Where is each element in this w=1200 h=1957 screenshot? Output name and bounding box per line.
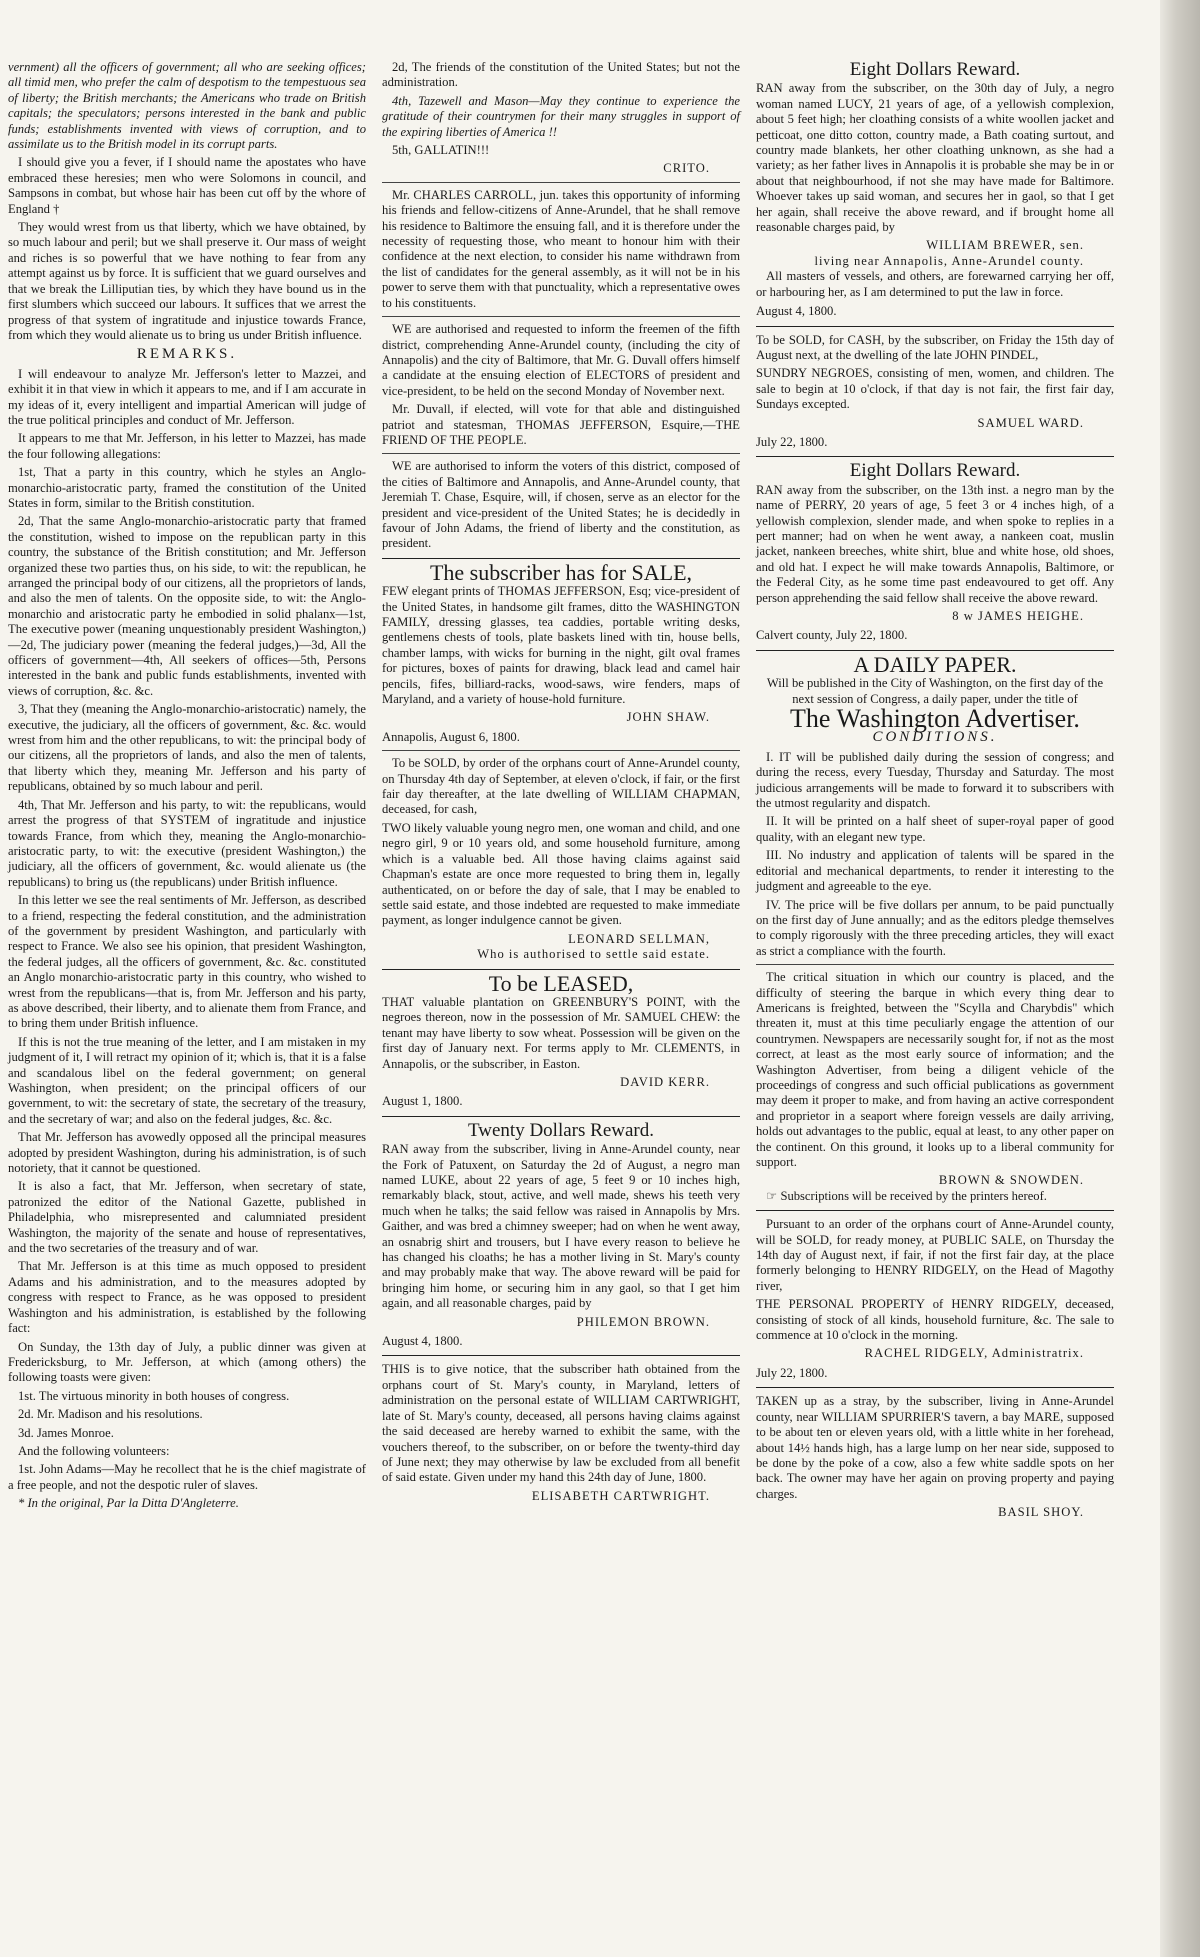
- date-line: August 1, 1800.: [382, 1094, 463, 1109]
- signature: WILLIAM BREWER, sen.: [926, 238, 1084, 253]
- ad-heading: Eight Dollars Reward.: [849, 460, 1021, 482]
- paragraph: If this is not the true meaning of the letter, and I am mistaken in my judgment of it, I will retract my opinion of it; which is, that it is a false and scandalous libel on the federal government; on general Washington, when president; on the principal officers of our government, to wit: the secretary of state, the secretary of the treasury, and the secretary of war; and also on the federal judges, &c. &c.: [8, 1034, 366, 1126]
- column-left: [8, 60, 366, 1937]
- paragraph: It is also a fact, that Mr. Jefferson, when secretary of state, patronized the editor of the National Gazette, published in Philadelphia, who misrepresented and calumniated president Washington, the majority of the senate and house of representatives, and the two secretaries of the treasury and of war.: [8, 1179, 366, 1256]
- toast: 1st. The virtuous minority in both houses of congress.: [18, 1388, 290, 1403]
- toast: 1st. John Adams—May he recollect that he is the chief magistrate of a free people, and not the despotic ruler of slaves.: [8, 1462, 366, 1492]
- ad-body: THAT valuable plantation on GREENBURY'S POINT, with the negroes thereon, now in the possession of Mr. SAMUEL CHEW: the tenant may have liberty to sow wheat. Possession will be given on the first day of January next. For terms apply to Mr. CLEMENTS, in Annapolis, or the subscriber, in Easton.: [382, 994, 740, 1071]
- condition: III. No industry and application of talents will be spared in the editorial and mechanical departments, to render it interesting to the judgment and agreeable to the eye.: [756, 848, 1114, 894]
- notice-duvall: WE are authorised and requested to inform the freemen of the fifth district, comprehending Anne-Arundel county, (including the city of Annapolis) and the city of Baltimore, that Mr. G. Duvall offers himself a candidate at the ensuing election of ELECTORS of president and vice-president, to be held on the second Monday of November next.: [382, 322, 740, 398]
- notice-duvall-2: Mr. Duvall, if elected, will vote for that able and distinguished patriot and statesman, THOMAS JEFFERSON, Esquire,—THE FRIEND OF THE PEOPLE.: [382, 402, 740, 447]
- footnote: * In the original, Par la Ditta D'Angleterre.: [18, 1496, 239, 1511]
- signature: 8 w JAMES HEIGHE.: [952, 609, 1084, 623]
- divider: [756, 326, 1114, 327]
- divider: [382, 182, 740, 183]
- paragraph: 3, That they (meaning the Anglo-monarchio-aristocratic) namely, the executive, the judiciary, all the officers of government, &c. &c. would wrest from him and the other republicans, to wit: the principal body of our citizens, all the proprietors of lands, and also the men of talents, that liberty which they, meaning Mr. Jefferson and his party of republicans, obtained by so much labour and peril.: [8, 702, 366, 794]
- divider: [756, 650, 1114, 651]
- condition: II. It will be printed on a half sheet of super-royal paper of good quality, with an elegant new type.: [756, 814, 1114, 844]
- ad-note: ☞ Subscriptions will be received by the printers hereof.: [766, 1188, 1047, 1203]
- paragraph: I should give you a fever, if I should name the apostates who have embraced these heresies; men who were Solomons in council, and Sampsons in combat, but whose hair has been cut off by the whore of England †: [8, 155, 366, 216]
- ad-body: RAN away from the subscriber, on the 13th inst. a negro man by the name of PERRY, 20 years of age, 5 feet 3 or 4 inches high, of a yellowish complexion, slender made, and when spoke to replies in a pert manner; had on when he went away, a nankeen coat, muslin jacket, nankeen breeches, white shirt, blue and white hose, old shoes, and old hat. I expect he will make towards Annapolis, Baltimore, or the Federal City, as he some time past endeavoured to get off. Any person apprehending the said fellow shall receive the above reward.: [756, 482, 1114, 605]
- date-line: Calvert county, July 22, 1800.: [756, 628, 908, 643]
- ad-heading: To be LEASED,: [488, 970, 634, 996]
- ad-body: Will be published in the City of Washington, on the first day of the next session of Congress, a daily paper, under the title of: [766, 676, 1104, 706]
- ad-body: RAN away from the subscriber, living in Anne-Arundel county, near the Fork of Patuxent, on Saturday the 2d of August, a negro man named LUKE, about 22 years of age, 5 feet 9 or 10 inches high, remarkably black, stout, active, and well made, shews his teeth very much when he talks; the said fellow was raised in Annapolis by Mrs. Gaither, and was bred a chimney sweeper; had on when he went away, an osnabrig shirt and trousers, but I have every reason to believe he has changed his cloaths; he has a mother living in St. Mary's county and may probably make that way. The above reward will be paid for bringing him home, or securing him in any gaol, so that I get him again, and all reasonable charges, paid by: [382, 1142, 740, 1311]
- signature: BASIL SHOY.: [998, 1505, 1084, 1520]
- paragraph: They would wrest from us that liberty, which we have obtained, by so much labour and peril; but we shall preserve it. Our mass of weight and riches is so powerful that we have nothing to fear from any attempt against us by force. It is sufficient that we guard ourselves and that we break the Lilliputian ties, by which they have bound us in the first slumbers which succeed our labours. It suffices that we arrest the progress of that system of ingratitude and injustice towards France, from which they would alienate us to bring us under British influence.: [8, 220, 366, 342]
- toast: 2d, The friends of the constitution of the United States; but not the administration.: [382, 60, 740, 90]
- paragraph: It appears to me that Mr. Jefferson, in his letter to Mazzei, has made the four following allegations:: [8, 431, 366, 461]
- signature: LEONARD SELLMAN,: [568, 931, 710, 946]
- divider: [382, 750, 740, 751]
- signature: CRITO.: [663, 161, 710, 176]
- paragraph: That Mr. Jefferson has avowedly opposed all the principal measures adopted by president Washington, during his administration, is of such notoriety, that it cannot be questioned.: [8, 1130, 366, 1176]
- paragraph: In this letter we see the real sentiments of Mr. Jefferson, as described to a friend, respecting the federal constitution, and the administration of the government by president Washington, and particularly with respect to France. We also see his opinion, that president Washington, the federal judges, all the officers of government, &c. &c. constituted an Anglo monarchio-aristocratic party in this country, who wished to wrest from the republicans—that is, from Mr. Jefferson and his party, as above described, their liberty, and to alienate them from France, and to bring them under British influence.: [8, 893, 366, 1031]
- signature-note: Who is authorised to settle said estate.: [477, 947, 710, 962]
- paragraph: 4th, That Mr. Jefferson and his party, to wit: the republicans, would arrest the progress of that SYSTEM of ingratitude and injustice towards France, from which they, meaning the Anglo-monarchio-aristocratic party, to wit: the executive (president Washington,) the judiciary, all the officers of government, &c. would alienate us (the republicans) to bring us (the republicans) under British influence.: [8, 797, 366, 889]
- signature: RACHEL RIDGELY, Administratrix.: [864, 1346, 1084, 1361]
- ad-body: THE PERSONAL PROPERTY of HENRY RIDGELY, deceased, consisting of stock of all kinds, household furniture, &c. The sale to commence at 10 o'clock in the morning.: [756, 1297, 1114, 1343]
- toast: 2d. Mr. Madison and his resolutions.: [18, 1407, 203, 1422]
- notice-chase: WE are authorised to inform the voters of this district, composed of the cities of Baltimore and Annapolis, and Anne-Arundel county, that Jeremiah T. Chase, Esquire, will, if chosen, serve as an elector for the president and vice-president of the United States; he is decidedly in favour of John Adams, the friend of liberty and the constitution, as president.: [382, 459, 740, 551]
- ad-body: To be SOLD, for CASH, by the subscriber, on Friday the 15th day of August next, at the dwelling of the late JOHN PINDEL,: [756, 332, 1114, 362]
- signature: PHILEMON BROWN.: [576, 1314, 710, 1329]
- paragraph: 2d, That the same Anglo-monarchio-aristocratic party that framed the constitution, wished to impose on the republican party in this country, the substance of the British constitution; and Mr. Jefferson organized these two parties thus, on his side, to wit: the republican, he arranged the principal body of our citizens, all the proprietors of lands, and also the men of talents. On the opposite side, to wit: the Anglo-monarchio and aristocratic party he embodied in solid phalanx—1st, The executive power (meaning unquestionably president Washington,)—2d, The judiciary power (meaning the federal judges,)—3d, All the officers of government—4th, All seekers of offices—5th, Persons interested in the bank and public funds establishments, invented with views of corruption, &c. &c.: [8, 514, 366, 698]
- ad-heading: Eight Dollars Reward.: [849, 59, 1021, 80]
- paragraph: And the following volunteers:: [18, 1443, 170, 1458]
- paragraph: On Sunday, the 13th day of July, a public dinner was given at Fredericksburg, to Mr. Jefferson, at which (among others) the following toasts were given:: [8, 1339, 366, 1385]
- ad-body: Pursuant to an order of the orphans court of Anne-Arundel county, will be SOLD, for ready money, at PUBLIC SALE, on Thursday the 14th day of August next, if fair, if not the first fair day, at the place formerly belonging to HENRY RIDGELY, on the Head of Magothy river,: [756, 1217, 1114, 1293]
- ad-body: All masters of vessels, and others, are forewarned carrying her off, or harbouring her, as I am determined to put the law in force.: [756, 269, 1114, 299]
- column-middle: [382, 60, 740, 1937]
- ad-body: To be SOLD, by order of the orphans court of Anne-Arundel county, on Thursday 4th day of September, at eleven o'clock, if fair, or the first fair day thereafter, at the late dwelling of WILLIAM CHAPMAN, deceased, for cash,: [382, 756, 740, 817]
- date-line: July 22, 1800.: [756, 434, 828, 449]
- divider: [756, 1210, 1114, 1211]
- column-right: [756, 60, 1114, 1937]
- divider: [382, 316, 740, 317]
- paragraph: 1st, That a party in this country, which he styles an Anglo-monarchio-aristocratic party, framed the constitution of the United States in form, similar to the British constitution.: [8, 465, 366, 510]
- date-line: July 22, 1800.: [756, 1365, 828, 1380]
- ad-body: TAKEN up as a stray, by the subscriber, living in Anne-Arundel county, near WILLIAM SPURRIER'S tavern, a bay MARE, supposed to be about ten or eleven years old, with a little white in her forehead, about 14½ hands high, has a large lump on her near side, supposed to be done by the poke of a cow, also a few white saddle spots on her back. The owner may have her again on proving property and paying charges.: [756, 1394, 1114, 1501]
- paragraph: I will endeavour to analyze Mr. Jefferson's letter to Mazzei, and exhibit it in that view in which it appears to me, and if I am accurate in my ideas of it, every intelligent and impartial American will judge of the true political principles and conduct of Mr. Jefferson.: [8, 366, 366, 427]
- toast: 5th, GALLATIN!!!: [392, 143, 490, 158]
- ad-body: RAN away from the subscriber, on the 30th day of July, a negro woman named LUCY, 21 years of age, of a yellowish complexion, about 5 feet high; her cloathing consists of a white woollen jacket and petticoat, one ditto cotton, country made, a Bath coating surtout, and country made blankets, her other cloathing unknown, as she had a variety; as her father lives in Annapolis it is probable she may be in or about that neighbourhood, if not she may have made for Baltimore. Whoever takes up said woman, and secures her in gaol, so that I get her again, shall receive the above reward, and if brought home all reasonable charges paid, by: [756, 81, 1114, 235]
- ad-body: THIS is to give notice, that the subscriber hath obtained from the orphans court of St. Mary's county, in Maryland, letters of administration on the personal estate of WILLIAM CARTWRIGHT, late of St. Mary's county, deceased, all persons having claims against the said deceased are hereby warned to exhibit the same, with the vouchers thereof, to the subscriber, on or before the twenty-third day of June next; they may otherwise by law be excluded from all benefit of said estate. Given under my hand this 24th day of June, 1800.: [382, 1362, 740, 1485]
- signature: BROWN & SNOWDEN.: [938, 1173, 1084, 1188]
- divider: [382, 1116, 740, 1117]
- divider: [382, 1355, 740, 1356]
- ad-body: SUNDRY NEGROES, consisting of men, women, and children. The sale to begin at 10 o'clock, if that day is not fair, the first fair day, Sundays excepted.: [756, 366, 1114, 412]
- divider: [756, 964, 1114, 965]
- date-line: August 4, 1800.: [756, 304, 837, 319]
- signature: JOHN SHAW.: [626, 710, 710, 725]
- ad-heading: The subscriber has for SALE,: [429, 559, 693, 585]
- signature-note: living near Annapolis, Anne-Arundel county.: [814, 253, 1084, 268]
- divider: [382, 558, 740, 559]
- ad-body: TWO likely valuable young negro men, one woman and child, and one negro girl, 9 or 10 years old, and some household furniture, among which is a valuable bed. All those having claims against said Chapman's estate are once more requested to bring them in, legally authenticated, on or before the day of sale, that I may be enabled to settle said estate, and those indebted are requested to make immediate payment, as longer indulgence cannot be given.: [382, 820, 740, 928]
- signature: DAVID KERR.: [620, 1074, 710, 1089]
- date-line: Annapolis, August 6, 1800.: [382, 729, 520, 744]
- divider: [756, 456, 1114, 457]
- date-line: August 4, 1800.: [382, 1334, 463, 1349]
- notice-carroll: Mr. CHARLES CARROLL, jun. takes this opportunity of informing his friends and fellow-citizens of Anne-Arundel, that he shall remove his residence to Baltimore the ensuing fall, and it is therefore under the necessity of requesting those, who meant to honour him with their confidence at the next election, to consider his name withdrawn from the list of candidates for the general assembly, as it will not be in his power to serve them with that punctuality, which a representative owes to his constituents.: [382, 187, 740, 310]
- masthead-title: The Washington Advertiser.: [790, 704, 1080, 734]
- paragraph: vernment) all the officers of government; all who are seeking offices; all timid men, who prefer the calm of despotism to the tempestuous sea of liberty; the British merchants; the Americans who trade on British capitals; the speculators; persons interested in the bank and public funds; establishments invented with views of corruption, and to assimilate us to the British model in its corrupt parts.: [8, 60, 366, 152]
- ad-heading: Twenty Dollars Reward.: [468, 1119, 654, 1141]
- ad-heading: A DAILY PAPER.: [853, 651, 1017, 677]
- paragraph: That Mr. Jefferson is at this time as much opposed to president Adams and his administration, and to the measures adopted by congress with respect to France, as he was opposed to president Washington and his administration, is established by the following fact:: [8, 1259, 366, 1336]
- section-heading: CONDITIONS.: [872, 729, 998, 746]
- ad-body: The critical situation in which our country is placed, and the difficulty of steering the barque in which every thing dear to Americans is freighted, between the "Scylla and Charybdis" which threaten it, must at this time peculiarly engage the attention of our countrymen. Newspapers are necessarily sought for, if not as the most correct, at least as the most early source of information; and the Washington Advertiser, from being a diligent vehicle of the proceedings of congress and such official publications as government may deem it proper to make, and from having an active correspondent and proprietor in a seaport where foreign vessels are daily arriving, holds out advantages to the public, equal at least, to any other paper on the continent. On this ground, it looks up to a liberal community for support.: [756, 970, 1114, 1169]
- divider: [382, 453, 740, 454]
- condition: I. IT will be published daily during the session of congress; and during the recess, every Tuesday, Thursday and Saturday. The most judicious arrangements will be made to forward it to subscribers with the utmost regularity and dispatch.: [756, 749, 1114, 811]
- ad-body: FEW elegant prints of THOMAS JEFFERSON, Esq; vice-president of the United States, in handsome gilt frames, ditto the WASHINGTON FAMILY, dressing glasses, tea caddies, portable writing desks, gentlemens chests of tools, plate baskets lined with tin, house bells, chamber lamps, with wicks for burning in the night, gilt oval frames for pictures, boxes of paints for drawing, black lead and camel hair pencils, fifes, billiard-racks, wood-saws, wire fenders, maps of Maryland, and a variety of house-hold furniture.: [382, 584, 740, 707]
- toast: 3d. James Monroe.: [18, 1425, 114, 1440]
- divider: [756, 1387, 1114, 1388]
- divider: [382, 969, 740, 970]
- signature: ELISABETH CARTWRIGHT.: [531, 1488, 710, 1503]
- signature: SAMUEL WARD.: [977, 415, 1084, 430]
- toast: 4th, Tazewell and Mason—May they continue to experience the gratitude of their countrymen for their many struggles in support of the expiring liberties of America !!: [382, 93, 740, 139]
- condition: IV. The price will be five dollars per annum, to be paid punctually on the first day of June annually; and as the editors pledge themselves to comply rigorously with the three preceding articles, they will exact as strict a compliance with the fourth.: [756, 897, 1114, 958]
- section-heading: REMARKS.: [136, 346, 238, 363]
